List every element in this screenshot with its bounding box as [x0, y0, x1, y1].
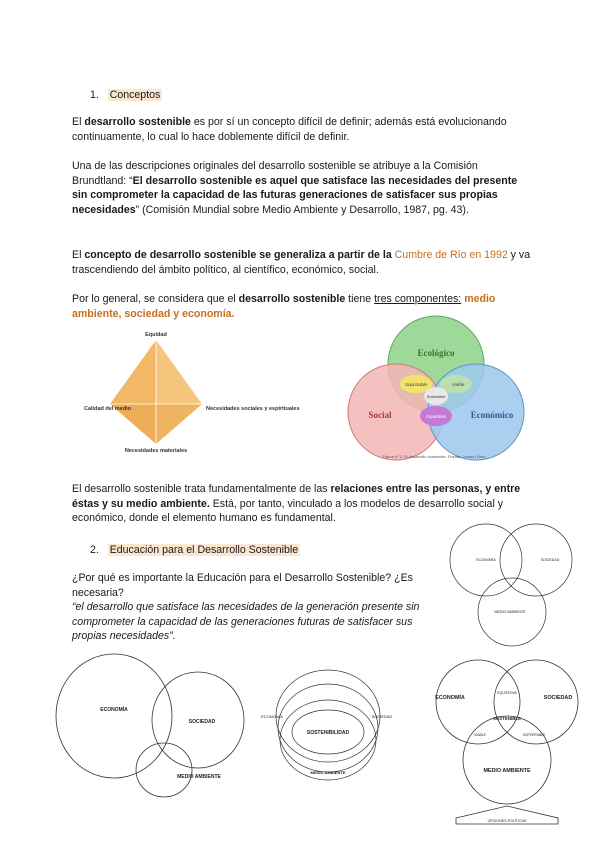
venn-small-diagram: [446, 526, 596, 638]
venn-full-c-label: MEDIO AMBIENTE: [483, 768, 531, 774]
venn-full-ab-label: EQUITATIVA: [497, 691, 517, 695]
venn-small-a-label: ECONOMÍA: [476, 558, 496, 562]
para3-mid: se generaliza a partir de la: [256, 249, 395, 261]
venn-rings-diagram: [262, 668, 392, 798]
quote-text: [72, 600, 442, 644]
para1-pre: El: [72, 116, 85, 128]
para4-underline: tres componentes:: [374, 293, 462, 305]
venn-small-circle-b: [500, 524, 572, 596]
para1-bold: desarrollo sostenible: [84, 116, 191, 128]
venn-social-label: Social: [368, 410, 392, 420]
para3-bold1: concepto de desarrollo sostenible: [84, 249, 257, 261]
venn-rings-a-label: ECONOMÍA: [261, 714, 283, 719]
venn-big-diagram: [56, 654, 266, 839]
venn-big-circle-c: [136, 743, 192, 797]
section-1-heading: [90, 88, 162, 102]
venn-full-ac-label: VIABLE: [474, 733, 486, 737]
pyramid-bottom-label: Necesidades materiales: [124, 448, 188, 454]
para2-pre: Una de las descripciones originales del desarrollo sostenible se atribuye a la Comisión Brundtland: “: [72, 160, 478, 187]
pyramid-top-label: Equidad: [145, 332, 167, 338]
pyramid-diagram: [76, 328, 300, 454]
paragraph-3: [72, 248, 532, 277]
section-1-title: Conceptos: [109, 89, 161, 101]
venn-color-diagram: [334, 322, 534, 462]
para4-mid: tiene: [345, 293, 375, 305]
question-text: ¿Por qué es importante la Educación para el Desarrollo Sostenible? ¿Es necesaria?: [72, 572, 413, 599]
venn-full-center-label: SOSTENIBLE: [492, 716, 522, 721]
venn-soportable-label: Soportable: [404, 382, 428, 387]
venn-full-circle-b: [494, 660, 578, 744]
venn-full-circle-c: [463, 716, 551, 804]
para2-bold: El desarrollo sostenible es aquel que satisface las necesidades del presente sin comprometer la capacidad de las futuras generaciones de satisfacer sus propias necesidades: [72, 174, 518, 216]
pyramid-right-label: Necesidades sociales y espirituales: [206, 406, 300, 412]
venn-full-circle-a: [436, 660, 520, 744]
venn-full-b-label: SOCIEDAD: [543, 695, 573, 701]
section-2-title: Educación para el Desarrollo Sostenible: [109, 544, 299, 556]
venn-rings-c-label: MEDIO AMBIENTE: [310, 770, 346, 775]
section-2-number: 2.: [90, 544, 99, 556]
venn-ecologico-label: Ecológico: [417, 348, 455, 358]
section-2-heading: [90, 543, 300, 557]
pyramid-left-label: Calidad del medio: [84, 406, 132, 412]
venn-equitativo-label: Equitativo: [425, 414, 447, 419]
paragraph-5: [72, 482, 532, 526]
venn-full-diagram: [420, 660, 596, 848]
para4-bold: desarrollo sostenible: [238, 293, 346, 305]
para3-rest: y va trascendiendo del ámbito político, al científico, económico, social.: [72, 249, 531, 276]
venn-full-bottom-label: OPCIONES POLÍTICAS: [487, 819, 527, 823]
venn-full-bc-label: SOPORTABLE: [522, 733, 546, 737]
para5-bold: relaciones entre las personas, y entre éstas y su medio ambiente.: [72, 483, 521, 510]
paragraph-4: [72, 292, 532, 321]
venn-small-c-label: MEDIO AMBIENTE: [494, 610, 526, 614]
venn-rings-circle-b: [278, 684, 378, 772]
paragraph-1: [72, 115, 532, 144]
venn-big-c-label: MEDIO AMBIENTE: [177, 774, 221, 780]
venn-full-a-label: ECONOMÍA: [435, 695, 465, 701]
quote-italic: “el desarrollo que satisface las necesidades de la generación presente sin comprometer la capacidad de las generaciones futuras de satisfacer sus propias necesidades”.: [72, 601, 420, 643]
para5-pre: El desarrollo sostenible trata fundamentalmente de las: [72, 483, 331, 495]
venn-viable-label: Viable: [451, 382, 465, 387]
venn-rings-b-label: SOCIEDAD: [371, 714, 393, 719]
cumbre-rio-link[interactable]: Cumbre de Río en 1992: [394, 249, 508, 261]
venn-big-b-label: SOCIEDAD: [188, 719, 216, 725]
venn-economico-label: Económico: [470, 410, 514, 420]
para4-pre: Por lo general, se considera que el: [72, 293, 239, 305]
paragraph-2: [72, 159, 532, 217]
venn-sostenible-label: Sostenible: [426, 394, 446, 399]
venn-small-b-label: SOCIEDAD: [540, 558, 560, 562]
para2-rest: ” (Comisión Mundial sobre Medio Ambiente y Desarrollo, 1987, pg. 43).: [135, 203, 469, 216]
para5-rest: Está, por tanto, vinculado a los modelos de desarrollo social y económico, donde el elemento humano es fundamental.: [72, 497, 504, 525]
venn-caption: Figura nº 2. El desarrollo sostenible. Fuente: Johann Dréo: [382, 454, 486, 459]
para4-orange: medio ambiente, sociedad y economía.: [72, 293, 496, 320]
para3-pre: El: [72, 249, 85, 261]
section-1-number: 1.: [90, 89, 99, 101]
venn-rings-center-label: SOSTENIBILIDAD: [306, 730, 350, 736]
para1-rest: es por sí un concepto difícil de definir; además está evolucionando continuamente, lo cual lo hace doblemente difícil de definir.: [72, 116, 507, 143]
venn-big-circle-a: [56, 654, 172, 778]
venn-big-a-label: ECONOMÍA: [100, 707, 128, 713]
